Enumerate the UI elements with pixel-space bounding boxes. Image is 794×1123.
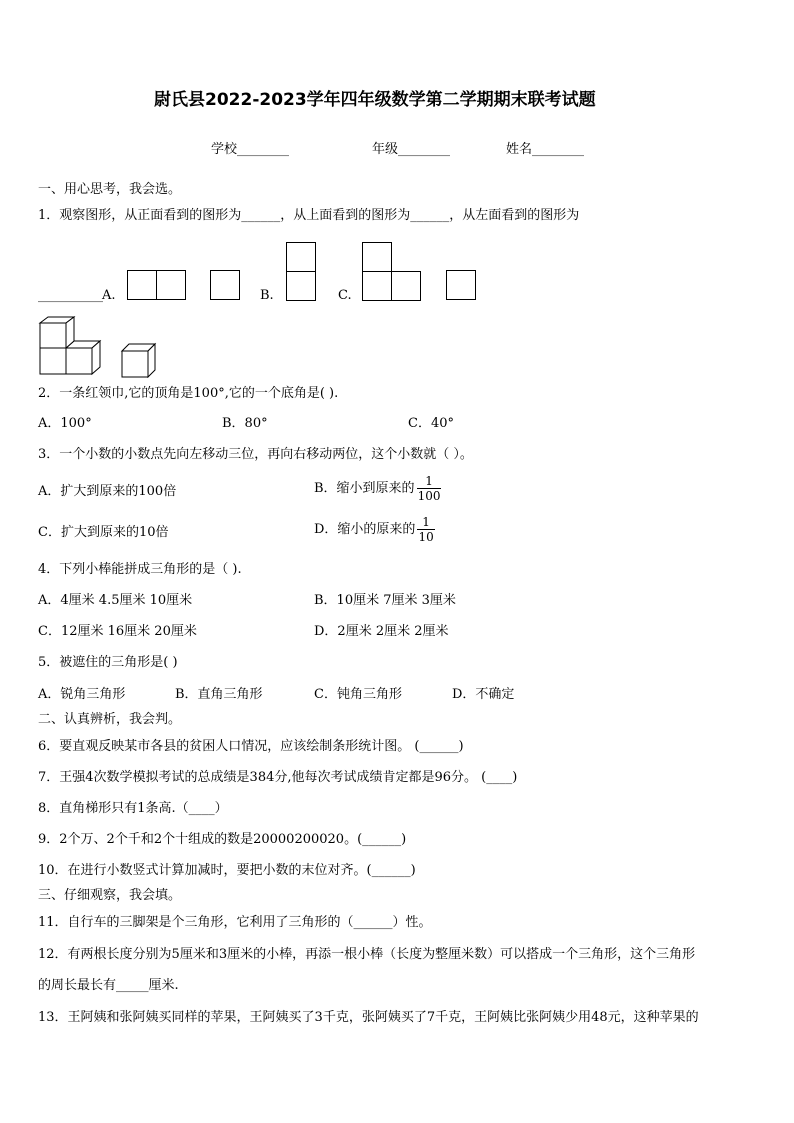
question-2-option-a: A．100° <box>38 416 92 431</box>
question-8: 8．直角梯形只有1条高.（____） <box>38 801 228 816</box>
question-3-option-c: C．扩大到原来的10倍 <box>38 525 169 540</box>
fraction-denominator: 100 <box>417 489 441 503</box>
question-13: 13．王阿姨和张阿姨买同样的苹果，王阿姨买了3千克，张阿姨买了7千克，王阿姨比张阿姨少用48元，这种苹果的 <box>38 1010 699 1025</box>
question-2-option-b: B．80° <box>222 416 268 431</box>
question-10: 10．在进行小数竖式计算加减时，要把小数的末位对齐。(______) <box>38 863 416 878</box>
question-4-option-c: C．12厘米 16厘米 20厘米 <box>38 624 197 639</box>
question-5-stem: 5．被遮住的三角形是( ) <box>38 655 178 670</box>
question-1-option-a-label: A. <box>102 288 116 303</box>
question-3-option-d-text: D．缩小的原来的 <box>314 522 416 537</box>
fraction-1-100 <box>417 474 442 503</box>
name-field: 姓名________ <box>506 142 585 157</box>
question-12-line-1: 12．有两根长度分别为5厘米和3厘米的小棒，再添一根小棒（长度为整厘米数）可以搭成一个三角形，这个三角形 <box>38 947 696 962</box>
question-1-option-c-label: C. <box>338 288 352 303</box>
fraction-denominator: 10 <box>418 530 434 544</box>
option-a-single-square-figure <box>210 270 240 300</box>
question-3-stem: 3．一个小数的小数点先向左移动三位，再向右移动两位，这个小数就（ ）。 <box>38 447 473 462</box>
section-2-heading: 二、认真辨析，我会判。 <box>38 712 182 727</box>
question-4-stem: 4．下列小棒能拼成三角形的是（ ). <box>38 562 242 577</box>
question-4-option-b: B．10厘米 7厘米 3厘米 <box>314 593 456 608</box>
option-c-single-square-figure <box>446 270 476 300</box>
question-4-option-a: A．4厘米 4.5厘米 10厘米 <box>38 593 193 608</box>
question-5-option-d: D．不确定 <box>452 687 515 702</box>
question-1-blank: __________ <box>38 288 103 303</box>
question-1-option-b-label: B. <box>260 288 274 303</box>
school-field: 学校________ <box>211 142 290 157</box>
question-5-option-b: B．直角三角形 <box>175 687 263 702</box>
question-5-option-a: A．锐角三角形 <box>38 687 126 702</box>
question-3-option-b-text: B．缩小到原来的 <box>314 481 415 496</box>
fraction-numerator: 1 <box>422 515 430 529</box>
question-2-stem: 2．一条红领巾,它的顶角是100°,它的一个底角是( ). <box>38 386 339 401</box>
question-9: 9．2个万、2个千和2个十组成的数是20000200020。(______) <box>38 832 407 847</box>
question-7: 7．王强4次数学模拟考试的总成绩是384分,他每次考试成绩肯定都是96分。 (____) <box>38 770 518 785</box>
question-5-option-c: C．钝角三角形 <box>314 687 402 702</box>
question-1-stem: 1．观察图形，从正面看到的图形为______，从上面看到的图形为______，从左面看到的图形为 <box>38 208 580 223</box>
question-12-line-2: 的周长最长有_____厘米. <box>38 978 179 993</box>
fraction-1-10 <box>417 515 434 544</box>
question-4-option-d: D．2厘米 2厘米 2厘米 <box>314 624 449 639</box>
fraction-numerator: 1 <box>425 474 433 488</box>
question-3-option-a: A．扩大到原来的100倍 <box>38 484 177 499</box>
cube-stack-figure <box>38 316 163 378</box>
section-3-heading: 三、仔细观察，我会填。 <box>38 888 182 903</box>
question-3-option-b <box>314 474 441 503</box>
page-title: 尉氏县2022-2023学年四年级数学第二学期期末联考试题 <box>154 90 596 110</box>
question-3-option-d <box>314 515 435 544</box>
question-11: 11．自行车的三脚架是个三角形，它利用了三角形的（______）性。 <box>38 915 432 930</box>
section-1-heading: 一、用心思考，我会选。 <box>38 182 182 197</box>
grade-field: 年级________ <box>372 142 451 157</box>
question-2-option-c: C．40° <box>408 416 454 431</box>
question-6: 6．要直观反映某市各县的贫困人口情况，应该绘制条形统计图。 (______) <box>38 739 464 754</box>
